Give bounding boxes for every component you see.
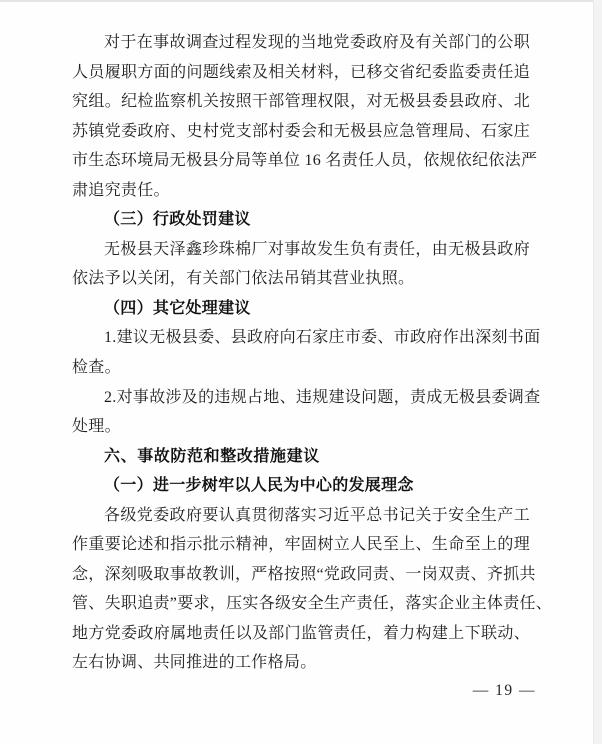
text-line: 依法予以关闭，有关部门依法吊销其营业执照。 [72,270,415,288]
text-line: 无极县天泽鑫珍珠棉厂对事故发生负有责任，由无极县政府 [104,240,530,258]
document-body [72,28,553,678]
text-line: 肃追究责任。 [72,181,170,199]
text-line: 念，深刻吸取事故教训，严格按照“党政同责、一岗双责、齐抓共 [72,565,536,583]
section-heading-administrative-penalty: （三）行政处罚建议 [104,211,251,229]
text-line: 左右协调、共同推进的工作格局。 [72,654,317,672]
text-line: 人员履职方面的问题线索及相关材料，已移交省纪委监委责任追 [72,63,530,81]
text-line: 处理。 [72,418,121,436]
text-line: 管、失职追责”要求，压实各级安全生产责任，落实企业主体责任、 [72,595,553,613]
text-line: 市生态环境局无极县分局等单位 16 名责任人员，依规依纪依法严 [72,152,538,170]
chapter-heading-prevention-measures: 六、事故防范和整改措施建议 [104,447,320,465]
page-number: — 19 — [472,682,536,699]
text-line: 苏镇党委政府、史村党支部村委会和无极县应急管理局、石家庄 [72,122,530,140]
text-line: 各级党委政府要认真贯彻落实习近平总书记关于安全生产工 [104,506,530,524]
section-heading-other-handling: （四）其它处理建议 [104,299,251,317]
text-line: 作重要论述和指示批示精神，牢固树立人民至上、生命至上的理 [72,536,530,554]
text-line: 对于在事故调查过程发现的当地党委政府及有关部门的公职 [104,34,530,51]
text-line: 地方党委政府属地责任以及部门监管责任，着力构建上下联动、 [72,624,530,642]
section-heading-people-centered-development: （一）进一步树牢以人民为中心的发展理念 [104,477,414,495]
text-line: 检查。 [72,359,121,377]
scan-right-edge [593,0,602,744]
text-line: 究组。纪检监察机关按照干部管理权限，对无极县委县政府、北 [72,93,530,111]
text-line: 2.对事故涉及的违规占地、违规建设问题，责成无极县委调查 [104,388,541,406]
scan-top-edge [0,0,602,2]
text-line: 1.建议无极县委、县政府向石家庄市委、市政府作出深刻书面 [104,329,541,347]
